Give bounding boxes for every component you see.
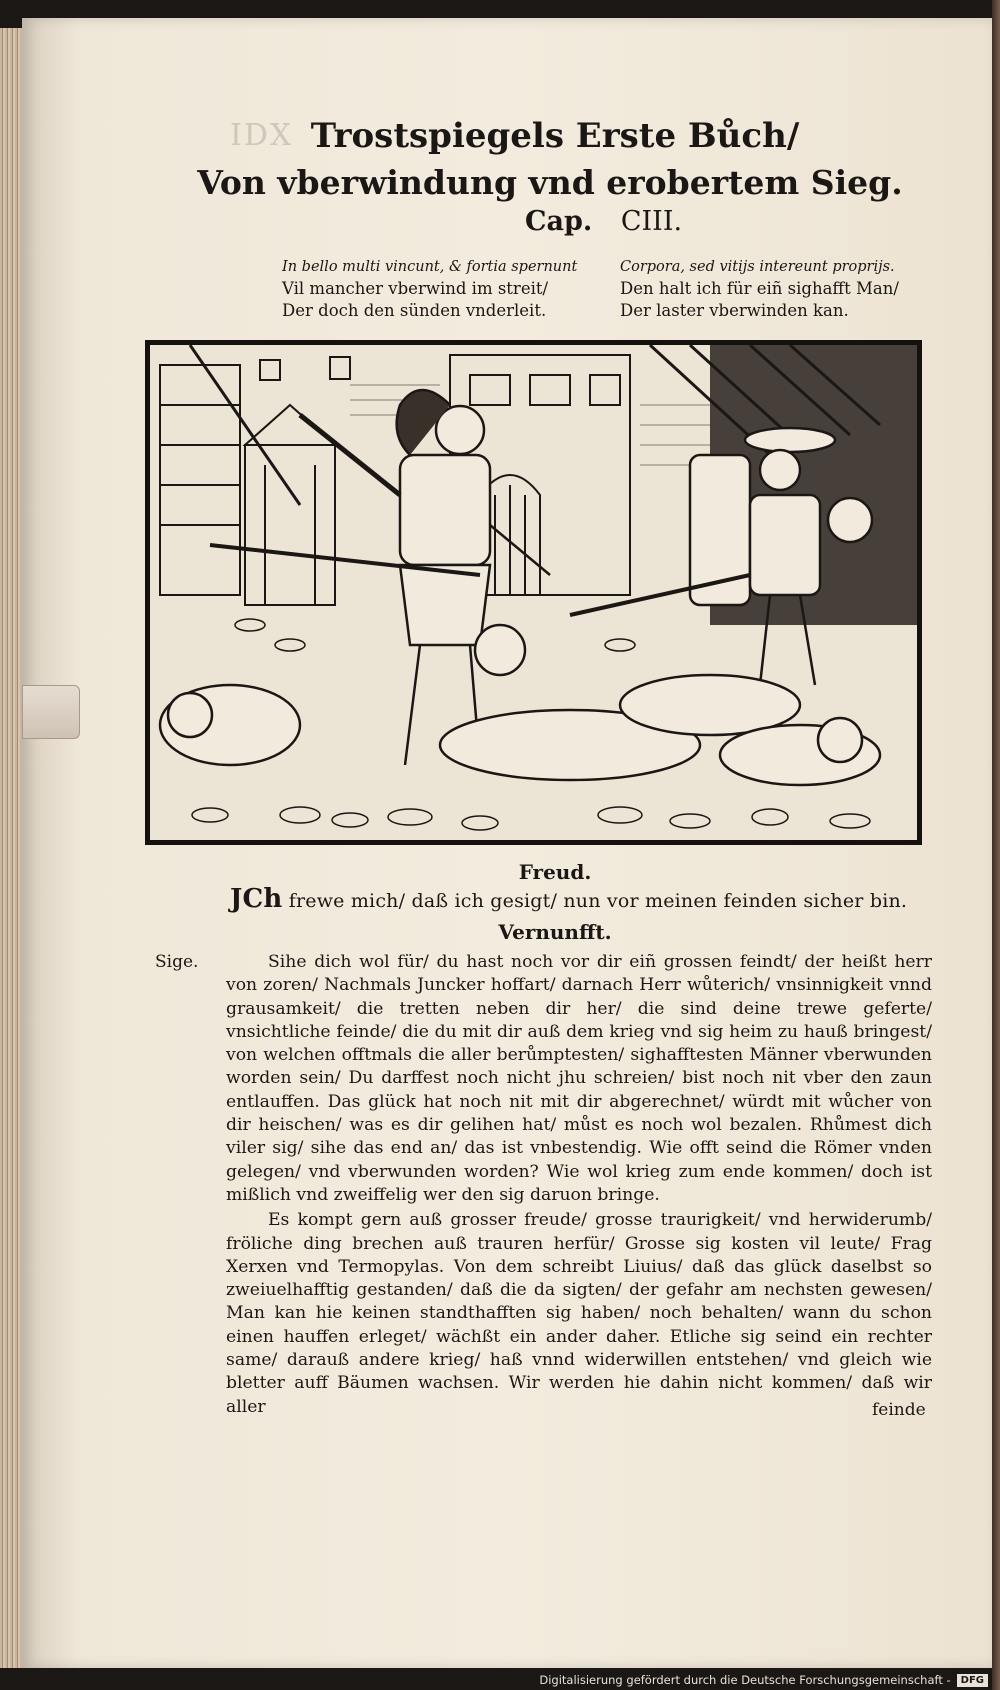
page-clip [22,685,80,739]
book-cover-edge [992,0,1000,1690]
verse-left-latin: In bello multi vincunt, & fortia spernunt [282,259,578,275]
credit-text: Digitalisierung gefördert durch die Deutsche Forschungsgemeinschaft - [539,1673,951,1687]
dfg-badge: DFG [957,1674,988,1687]
verse-right [620,256,899,322]
freud-speech [230,884,907,914]
verse-left-line1: Vil mancher vberwind im streit/ [282,279,549,298]
vernunfft-speech [226,951,932,1419]
chapter-number: CIII. [620,206,683,237]
verse-right-latin: Corpora, sed vitijs intereunt proprijs. [620,259,895,275]
marginal-note: Sige. [155,952,199,972]
verse-right-line2: Der laster vberwinden kan. [620,301,849,320]
chapter-label: Cap. [525,206,593,237]
woodcut-battle-scene [150,345,917,840]
chapter-title: Von vberwindung vnd erobertem Sieg. [197,163,903,202]
freud-text: frewe mich/ daß ich gesigt/ nun vor meinen feinden sicher bin. [282,890,908,912]
body-paragraph-2: Es kompt gern auß grosser freude/ grosse traurigkeit/ vnd herwiderumb/ fröliche ding brechen auß trauren herfür/ Grosse sig kosten vil leute/ Frag Xerxen vnd Termopylas. Von dem schreibt Liuius/ daß das glück daselbst so zweiuelhafftig gestanden/ daß die da sigten/ der gefahr am nechsten gewesen/ Man kan hie keinen standthafften sig haben/ noch behalten/ wann du schon einen hauffen erleget/ wächßt ein ander daher. Etliche sig seind ein rechter same/ darauß andere krieg/ haß vnnd widerwillen entstehen/ vnd gleich wie bletter auff Bäumen wachsen. Wir werden hie dahin nicht kommen/ daß wir aller [226,1210,932,1417]
catchword: feinde [872,1400,926,1420]
speaker-freud-heading: Freud. [518,860,592,884]
verse-left-line2: Der doch den sünden vnderleit. [282,301,547,320]
body-paragraph-1: Sihe dich wol für/ du hast noch vor dir eiñ grossen feindt/ der heißt herr von zoren/ Nachmals Juncker hoffart/ darnach Herr wůterich/ vnsinnigkeit vnnd grausamkeit/ die tretten neben dir her/ die sind deine trewe geferte/ vnsichtliche feinde/ die du mit dir auß dem krieg vnd sig heim zu hauß bringest/ von welchen offtmals die aller berůmptesten/ sighafftesten Männer vberwunden worden sein/ Du darffest noch nicht jhu schreien/ bist noch nit vber den zaun entlauffen. Das glück hat noch nit mit dir abgerechnet/ würdt mit wůcher von dir heischen/ was es dir gelihen hat/ můst es noch wol bezalen. Rhůmest dich viler sig/ sihe das end an/ das ist vnbestendig. Wie offt seind die Römer vnden gelegen/ vnd vberwunden worden? Wie wol krieg zum ende kommen/ doch ist mißlich vnd zweiffelig wer den sig daruon bringe. [226,952,932,1205]
verse-right-line1: Den halt ich für eiñ sighafft Man/ [620,279,899,298]
digitization-credit [539,1673,988,1687]
verse-left [282,256,577,322]
running-title: Trostspiegels Erste Bůch/ [310,116,800,156]
faint-folio-number: IDX [230,118,294,153]
chapter-heading [525,206,682,237]
freud-initial: JCh [230,884,283,914]
speaker-vernunfft-heading: Vernunfft. [498,920,612,944]
woodcut-illustration [145,340,922,845]
